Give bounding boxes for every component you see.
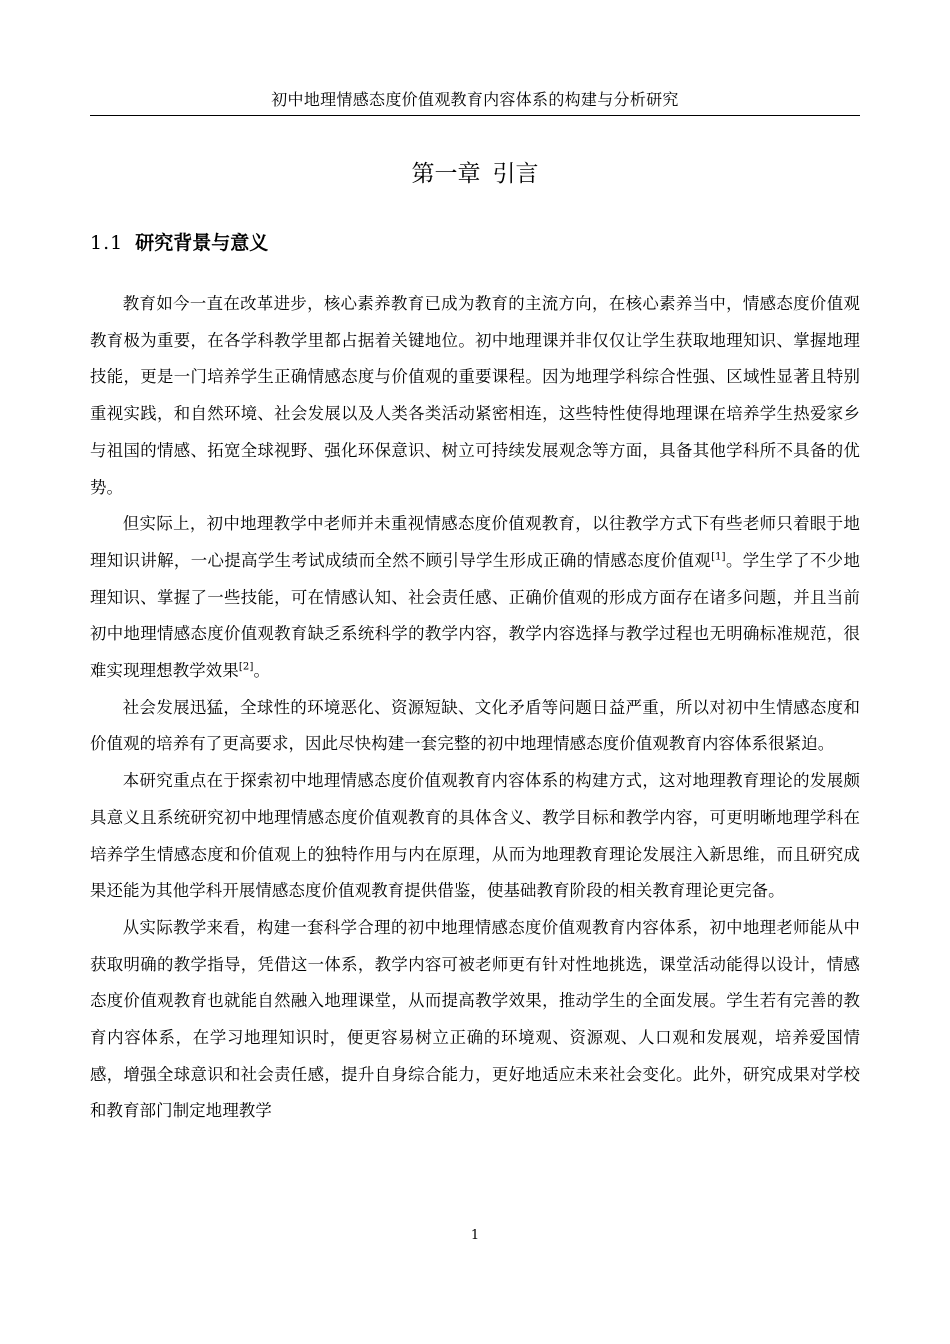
citation-marker: [2] [238,661,254,673]
body-paragraph [90,690,860,763]
section-title: 研究背景与意义 [135,232,269,254]
paragraph-text: 本研究重点在于探索初中地理情感态度价值观教育内容体系的构建方式，这对地理教育理论的发展颇具意义且系统研究初中地理情感态度价值观教育的具体含义、教学目标和教学内容，可更明晰地理学科在培养学生情感态度和价值观上的独特作用与内在原理，从而为地理教育理论发展注入新思维，而且研究成果还能为其他学科开展情感态度价值观教育提供借鉴，使基础教育阶段的相关教育理论更完备。 [90,771,860,901]
body-paragraph [90,763,860,910]
chapter-number: 第一章 [411,161,481,187]
body-paragraph [90,506,860,690]
paragraph-text: 但实际上，初中地理教学中老师并未重视情感态度价值观教育，以往教学方式下有些老师只着眼于地理知识讲解，一心提高学生考试成绩而全然不顾引导学生形成正确的情感态度价值观 [90,514,860,570]
header-rule [90,115,860,116]
body-paragraph [90,910,860,1130]
paragraph-text: 从实际教学来看，构建一套科学合理的初中地理情感态度价值观教育内容体系，初中地理老师能从中获取明确的教学指导，凭借这一体系，教学内容可被老师更有针对性地挑选，课堂活动能得以设计，情感态度价值观教育也就能自然融入地理课堂，从而提高教学效果，推动学生的全面发展。学生若有完善的教育内容体系，在学习地理知识时，便更容易树立正确的环境观、资源观、人口观和发展观，培养爱国情感，增强全球意识和社会责任感，提升自身综合能力，更好地适应未来社会变化。此外，研究成果对学校和教育部门制定地理教学 [90,917,860,1121]
section-number: 1.1 [90,232,124,254]
chapter-title [90,157,860,191]
paragraph-text: 。学生学了不少地理知识、掌握了一些技能，可在情感认知、社会责任感、正确价值观的形成方面存在诸多问题，并且当前初中地理情感态度价值观教育缺乏系统科学的教学内容，教学内容选择与教学过程也无明确标准规范，很难实现理想教学效果 [90,550,860,681]
chapter-name: 引言 [492,161,539,187]
paragraph-text: 。 [253,661,271,681]
paragraph-text: 教育如今一直在改革进步，核心素养教育已成为教育的主流方向，在核心素养当中，情感态度价值观教育极为重要，在各学科教学里都占据着关键地位。初中地理课并非仅仅让学生获取地理知识、掌握地理技能，更是一门培养学生正确情感态度与价值观的重要课程。因为地理学科综合性强、区域性显著且特别重视实践，和自然环境、社会发展以及人类各类活动紧密相连，这些特性使得地理课在培养学生热爱家乡与祖国的情感、拓宽全球视野、强化环保意识、树立可持续发展观念等方面，具备其他学科所不具备的优势。 [90,294,860,497]
body-text [90,286,860,1130]
running-header: 初中地理情感态度价值观教育内容体系的构建与分析研究 [271,90,679,109]
body-paragraph [90,286,860,506]
page-number: 1 [470,1228,480,1243]
section-heading [90,228,268,258]
paragraph-text: 社会发展迅猛，全球性的环境恶化、资源短缺、文化矛盾等问题日益严重，所以对初中生情感态度和价值观的培养有了更高要求，因此尽快构建一套完整的初中地理情感态度价值观教育内容体系很紧迫。 [90,697,860,754]
citation-marker: [1] [711,551,726,563]
